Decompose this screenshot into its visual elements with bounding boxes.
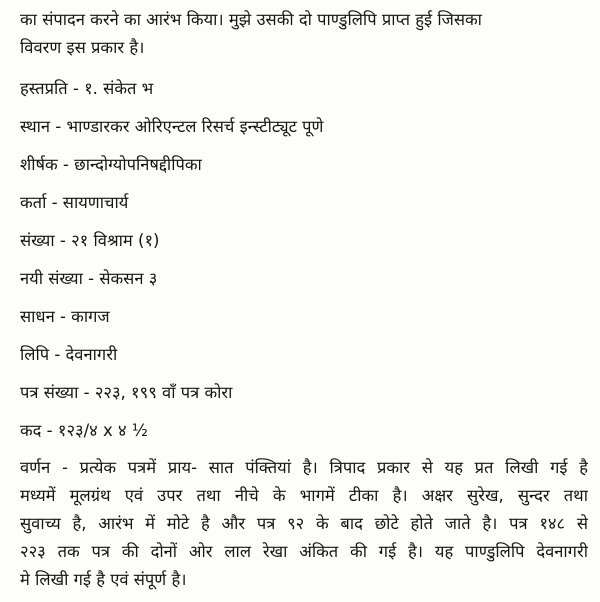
field-location: स्थान - भाण्डारकर ओरिएन्टल रिसर्च इन्स्टीट्यूट पूणे [20,117,324,136]
intro-paragraph [20,6,588,62]
description-line-1: वर्णन - प्रत्येक पत्रमें प्राय- सात पंक्तियां है। त्रिपाद प्रकार से यह प्रत लिखी गई है [20,458,588,477]
manuscript-details [20,70,588,450]
intro-line-2: विवरण इस प्रकार है। [20,38,145,57]
description-line-3: सुवाच्य है, आरंभ में मोटे है और पत्र ९२ के बाद छोटे होते जाते है। पत्र १४८ से [20,514,588,533]
field-folio-count: पत्र संख्या - २२३, १९९ वाँ पत्र कोरा [20,383,233,402]
intro-line-1: का संपादन करने का आरंभ किया। मुझे उसकी दो पाण्डुलिपि प्राप्त हुई जिसका [20,10,482,29]
description-paragraph [20,454,588,594]
field-manuscript: हस्तप्रति - १. संकेत भ [20,79,154,98]
field-new-number: नयी संख्या - सेकसन ३ [20,269,158,288]
field-size: कद - १२३/४ x ४ ½ [20,421,148,440]
description-line-4: २२३ तक पत्र की दोनों ओर लाल रेखा अंकित की गई है। यह पाण्डुलिपि देवनागरी [20,542,588,561]
field-author: कर्ता - सायणाचार्य [20,193,129,212]
field-material: साधन - कागज [20,307,110,326]
description-line-2: मध्यमें मूलग्रंथ एवं उपर तथा नीचे के भागमें टीका है। अक्षर सुरेख, सुन्दर तथा [20,486,588,505]
field-script: लिपि - देवनागरी [20,345,118,364]
field-title: शीर्षक - छान्दोग्योपनिषद्दीपिका [20,155,202,174]
field-number: संख्या - २१ विश्राम (१) [20,231,160,250]
description-line-5: मे लिखी गई है एवं संपूर्ण है। [20,570,187,589]
